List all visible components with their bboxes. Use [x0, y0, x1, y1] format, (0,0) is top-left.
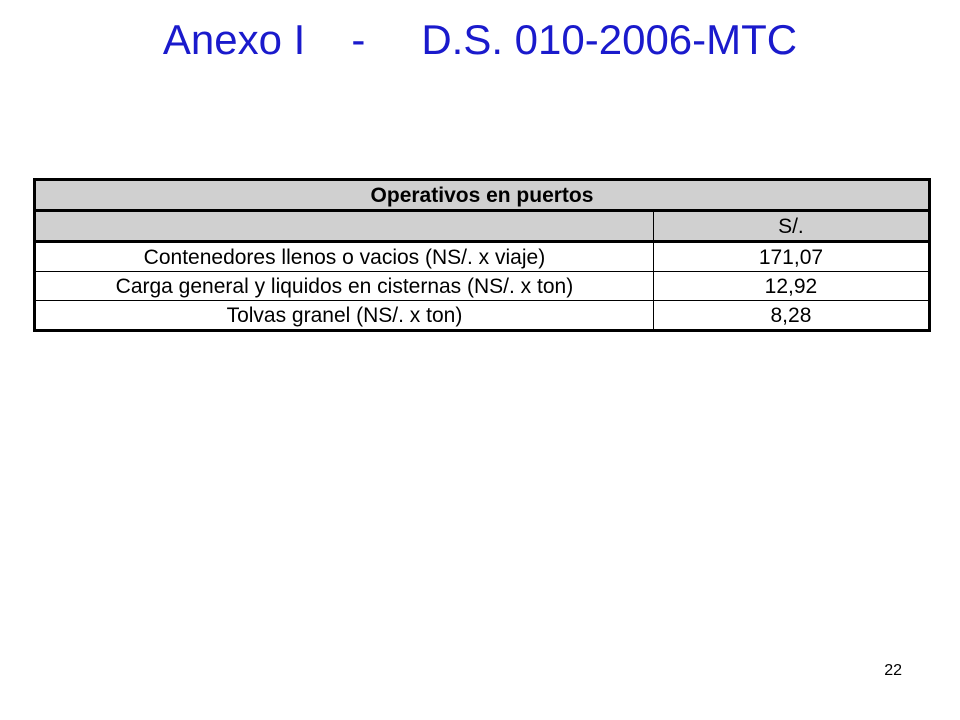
table-row [35, 301, 930, 331]
table-header: Operativos en puertos [35, 180, 930, 211]
port-operations-table [33, 178, 931, 332]
row-value: 12,92 [653, 272, 929, 301]
row-value: 8,28 [653, 301, 929, 331]
slide-title [0, 12, 960, 68]
subheader-label-cell [35, 211, 654, 242]
row-label: Contenedores llenos o vacios (NS/. x viaje) [35, 242, 654, 272]
table-header-row [35, 180, 930, 211]
title-separator: - [351, 16, 366, 63]
title-annex: Anexo I [162, 16, 306, 63]
page-number: 22 [884, 662, 902, 679]
table-row [35, 272, 930, 301]
table-subheader-row [35, 211, 930, 242]
currency-column-header: S/. [653, 211, 929, 242]
row-label: Tolvas granel (NS/. x ton) [35, 301, 654, 331]
row-value: 171,07 [653, 242, 929, 272]
title-decree: D.S. 010-2006-MTC [421, 16, 798, 63]
table-row [35, 242, 930, 272]
row-label: Carga general y liquidos en cisternas (NS/. x ton) [35, 272, 654, 301]
